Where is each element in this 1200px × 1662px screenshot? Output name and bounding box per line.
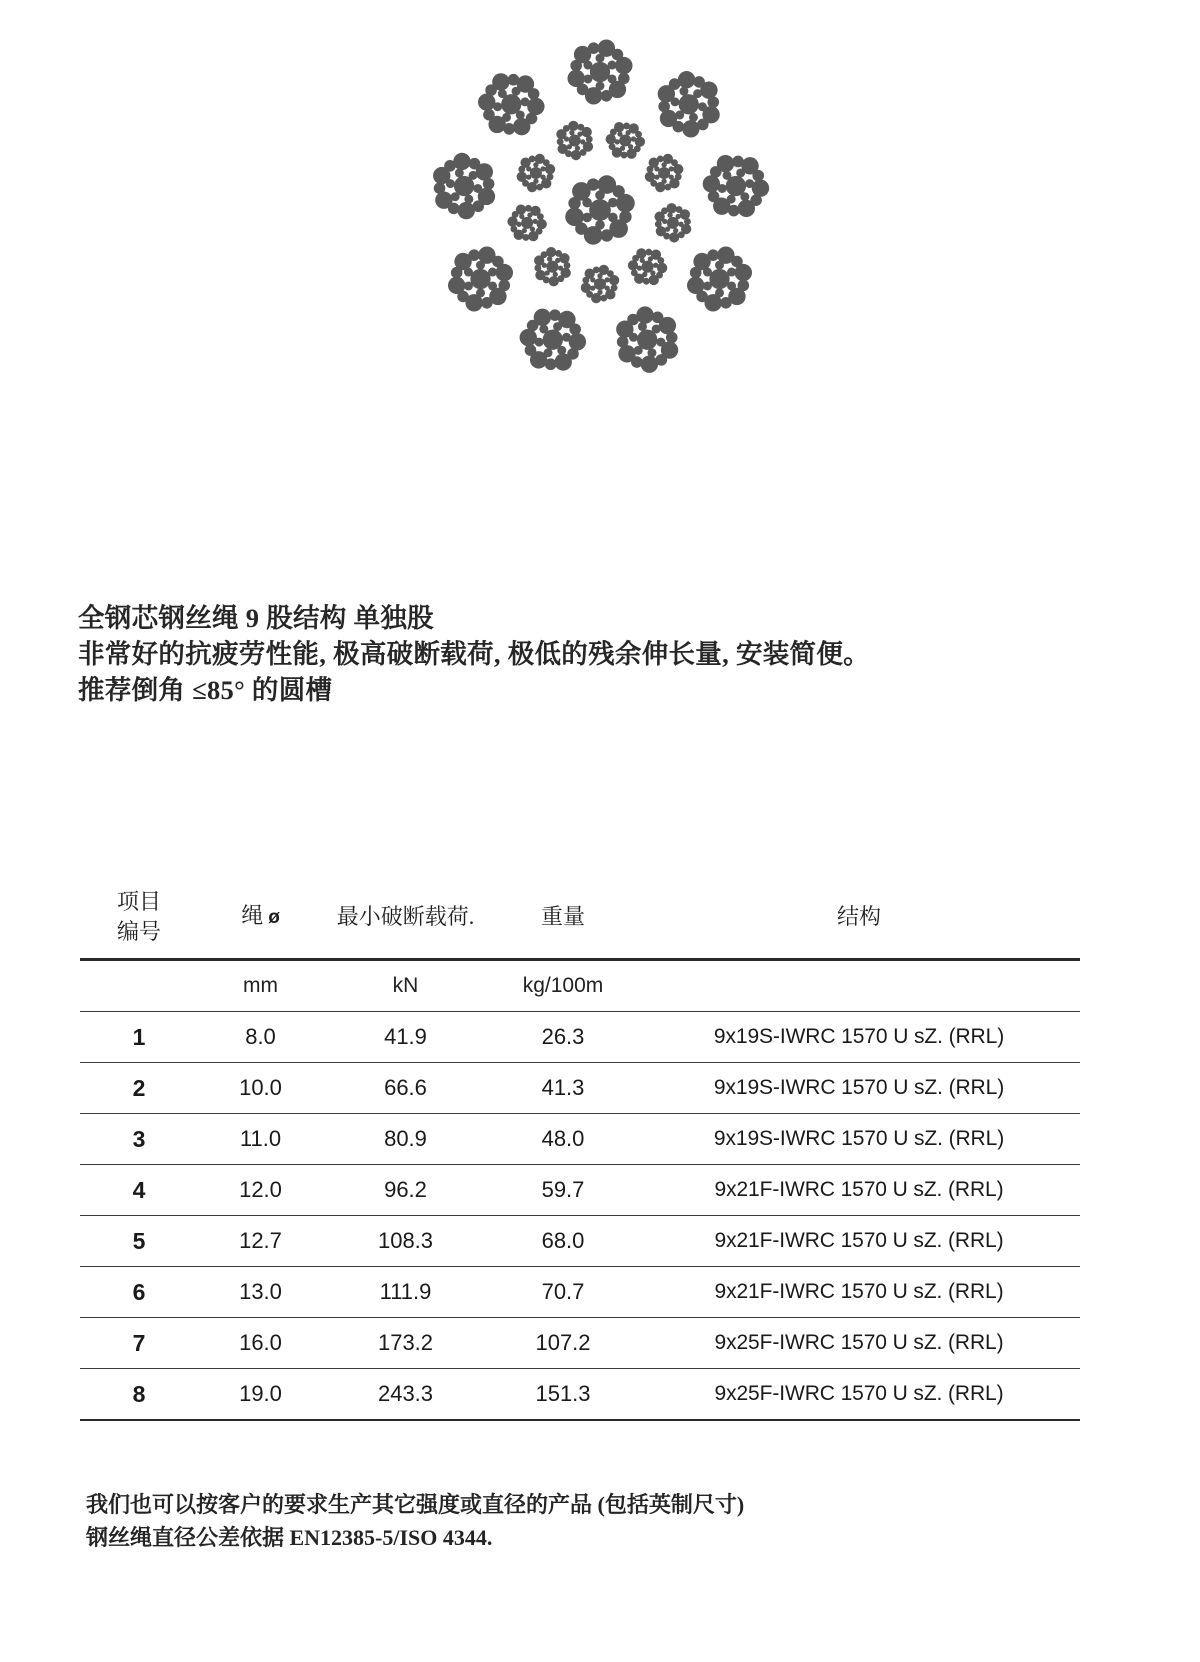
outer-strand <box>658 71 720 138</box>
cell-item-number: 2 <box>80 1063 198 1114</box>
wire <box>615 57 632 74</box>
wire <box>590 62 610 82</box>
unit-weight: kg/100m <box>488 960 638 1012</box>
wire <box>565 208 584 227</box>
wire <box>516 204 526 214</box>
cell-breaking-load: 66.6 <box>323 1063 488 1114</box>
cell-diameter: 8.0 <box>198 1012 323 1063</box>
wire <box>518 166 525 173</box>
table-row <box>80 1267 1080 1318</box>
outer-strand <box>703 155 770 217</box>
cell-item-number: 1 <box>80 1012 198 1063</box>
wire <box>738 200 755 217</box>
wire <box>657 155 664 162</box>
wire <box>564 262 571 269</box>
wire <box>453 153 470 170</box>
inner-strand <box>628 248 667 285</box>
wire <box>752 179 769 196</box>
cell-weight: 68.0 <box>488 1216 638 1267</box>
wire-rope-cross-section-figure <box>0 10 1200 410</box>
wire <box>434 182 446 194</box>
wire <box>658 167 670 179</box>
cell-weight: 48.0 <box>488 1114 638 1165</box>
cell-construction: 9x19S-IWRC 1570 U sZ. (RRL) <box>638 1012 1080 1063</box>
wire <box>678 71 695 88</box>
footnote-line-2: 钢丝绳直径公差依据 EN12385-5/ISO 4344. <box>86 1525 493 1550</box>
cell-weight: 26.3 <box>488 1012 638 1063</box>
description-line-2: 非常好的抗疲劳性能, 极高破断载荷, 极低的残余伸长量, 安装简便。 <box>78 639 870 669</box>
wire <box>720 297 732 309</box>
inner-strand <box>517 154 556 193</box>
wire <box>555 353 572 370</box>
cell-weight: 59.7 <box>488 1165 638 1216</box>
wire <box>656 354 668 366</box>
wire <box>534 309 551 326</box>
wire <box>581 283 591 293</box>
wire <box>527 98 544 115</box>
table-row <box>80 1063 1080 1114</box>
cell-construction: 9x19S-IWRC 1570 U sZ. (RRL) <box>638 1114 1080 1165</box>
cell-breaking-load: 80.9 <box>323 1114 488 1165</box>
cell-diameter: 13.0 <box>198 1267 323 1318</box>
wire <box>606 134 616 144</box>
cell-construction: 9x25F-IWRC 1570 U sZ. (RRL) <box>638 1369 1080 1421</box>
inner-strand <box>507 204 546 241</box>
core-strand <box>565 175 635 245</box>
unit-diameter: mm <box>198 960 323 1012</box>
wire <box>628 260 638 270</box>
description-line-1: 全钢芯钢丝绳 9 股结构 单独股 <box>78 603 434 633</box>
inner-strand <box>581 265 620 304</box>
cell-breaking-load: 108.3 <box>323 1216 488 1267</box>
cell-diameter: 12.0 <box>198 1165 323 1216</box>
wire <box>536 184 543 191</box>
outer-strand <box>433 153 495 220</box>
wire <box>616 194 635 213</box>
cell-diameter: 11.0 <box>198 1114 323 1165</box>
wire <box>657 257 664 264</box>
inner-strand <box>606 122 645 159</box>
header-min-breaking-load: 最小破断载荷. <box>336 904 475 929</box>
table-row <box>80 1216 1080 1267</box>
inner-strand <box>654 203 691 242</box>
wire <box>682 120 699 137</box>
header-construction: 结构 <box>836 904 881 929</box>
cell-breaking-load: 173.2 <box>323 1318 488 1369</box>
wire <box>534 265 541 272</box>
wire <box>684 218 691 225</box>
wire <box>563 125 570 132</box>
wire <box>609 275 619 285</box>
wire <box>517 172 527 182</box>
wire <box>589 199 611 221</box>
header-item-line2: 编号 <box>116 919 161 944</box>
wire <box>557 138 564 145</box>
wire <box>582 127 592 137</box>
wire <box>687 277 704 294</box>
wire <box>623 122 630 129</box>
cell-breaking-load: 111.9 <box>323 1267 488 1318</box>
cell-weight: 70.7 <box>488 1267 638 1318</box>
cell-breaking-load: 41.9 <box>323 1012 488 1063</box>
unit-load: kN <box>323 960 488 1012</box>
wire <box>609 143 616 150</box>
wire <box>569 333 586 350</box>
cell-diameter: 16.0 <box>198 1318 323 1369</box>
cell-breaking-load: 243.3 <box>323 1369 488 1421</box>
wire <box>636 306 653 323</box>
wire <box>528 231 538 241</box>
table-units-row <box>80 960 1080 1012</box>
table-row <box>80 1369 1080 1421</box>
wire <box>545 358 557 370</box>
table-row <box>80 1318 1080 1369</box>
cell-construction: 9x25F-IWRC 1570 U sZ. (RRL) <box>638 1318 1080 1369</box>
wire <box>458 202 475 219</box>
cell-weight: 151.3 <box>488 1369 638 1421</box>
wire <box>457 291 469 303</box>
wire <box>669 232 679 242</box>
cell-diameter: 19.0 <box>198 1369 323 1421</box>
description-line-3: 推荐倒角 ≤85° 的圆槽 <box>78 675 333 705</box>
cell-item-number: 3 <box>80 1114 198 1165</box>
wire <box>738 280 750 292</box>
header-diameter-label: 绳 <box>241 903 264 928</box>
wire <box>507 216 517 226</box>
wire <box>537 219 547 229</box>
outer-strand <box>567 39 632 104</box>
wire <box>558 144 568 154</box>
header-weight: 重量 <box>540 904 585 929</box>
footnote-line-1: 我们也可以按客户的要求生产其它强度或直径的产品 (包括英制尺寸) <box>86 1492 745 1517</box>
wire <box>546 247 556 257</box>
wire <box>735 264 752 281</box>
wire <box>587 178 599 190</box>
header-rope-diameter <box>198 880 323 960</box>
wire <box>666 332 678 344</box>
cell-construction: 9x19S-IWRC 1570 U sZ. (RRL) <box>638 1063 1080 1114</box>
unit-construction <box>638 960 1080 1012</box>
wire <box>618 345 635 362</box>
wire <box>641 356 658 373</box>
product-description <box>78 600 1088 708</box>
wire <box>513 118 530 135</box>
wire <box>470 269 490 289</box>
wire <box>476 163 493 180</box>
wire <box>680 209 690 219</box>
wire <box>635 137 645 147</box>
wire <box>600 295 607 302</box>
header-item-number <box>80 880 198 960</box>
wire-rope-diagram <box>390 10 810 410</box>
wire <box>645 172 655 182</box>
table-row <box>80 1114 1080 1165</box>
cell-item-number: 7 <box>80 1318 198 1369</box>
outer-strand <box>520 309 587 371</box>
wire <box>671 159 678 166</box>
wire <box>529 155 536 162</box>
wire <box>520 329 537 346</box>
outer-strand <box>687 246 752 311</box>
cell-weight: 107.2 <box>488 1318 638 1369</box>
table-header-row <box>80 880 1080 960</box>
cell-breaking-load: 96.2 <box>323 1165 488 1216</box>
wire <box>559 253 569 263</box>
cell-construction: 9x21F-IWRC 1570 U sZ. (RRL) <box>638 1216 1080 1267</box>
wire <box>568 121 578 131</box>
wire <box>496 264 513 281</box>
wire <box>594 278 606 290</box>
wire <box>631 269 638 276</box>
wire <box>525 344 537 356</box>
wire <box>586 136 593 143</box>
cell-diameter: 12.7 <box>198 1216 323 1267</box>
wire <box>660 110 677 127</box>
specification-table-container <box>80 880 1080 1421</box>
wire <box>567 70 584 87</box>
wire <box>485 84 497 96</box>
wire <box>657 263 667 273</box>
wire <box>703 175 720 192</box>
wire <box>601 90 613 102</box>
outer-strand <box>448 246 513 311</box>
wire <box>635 131 642 138</box>
cell-construction: 9x21F-IWRC 1570 U sZ. (RRL) <box>638 1165 1080 1216</box>
cell-item-number: 8 <box>80 1369 198 1421</box>
table-row <box>80 1012 1080 1063</box>
wire <box>636 248 646 258</box>
table-row <box>80 1165 1080 1216</box>
outer-strand <box>616 306 678 373</box>
wire <box>693 76 705 88</box>
wire <box>664 184 671 191</box>
diameter-symbol-icon: ø <box>268 907 280 928</box>
wire <box>656 272 663 279</box>
wire <box>659 317 676 334</box>
specification-table <box>80 880 1080 1421</box>
wire <box>626 149 636 159</box>
wire <box>614 122 624 132</box>
cell-construction: 9x21F-IWRC 1570 U sZ. (RRL) <box>638 1267 1080 1318</box>
wire <box>543 277 550 284</box>
wire <box>752 170 764 182</box>
wire <box>435 191 452 208</box>
wire <box>530 167 542 179</box>
inner-strand <box>534 247 571 286</box>
header-item-line1: 项目 <box>116 889 161 914</box>
wire <box>588 42 600 54</box>
outer-strand <box>478 73 545 135</box>
wire <box>478 93 495 110</box>
cell-item-number: 6 <box>80 1267 198 1318</box>
footnotes <box>86 1488 1086 1554</box>
wire <box>569 323 581 335</box>
inner-strand <box>556 121 593 160</box>
wire <box>571 150 581 160</box>
cell-item-number: 4 <box>80 1165 198 1216</box>
specification-table-body <box>80 1012 1080 1421</box>
wire <box>617 336 629 348</box>
wire <box>717 155 734 172</box>
wire <box>545 164 555 174</box>
cell-diameter: 10.0 <box>198 1063 323 1114</box>
wire <box>656 226 666 236</box>
cell-item-number: 5 <box>80 1216 198 1267</box>
unit-item <box>80 960 198 1012</box>
wire <box>666 203 676 213</box>
wire <box>510 226 517 233</box>
wire <box>709 269 729 289</box>
cell-weight: 41.3 <box>488 1063 638 1114</box>
inner-strand <box>645 154 684 193</box>
wire <box>549 276 559 286</box>
